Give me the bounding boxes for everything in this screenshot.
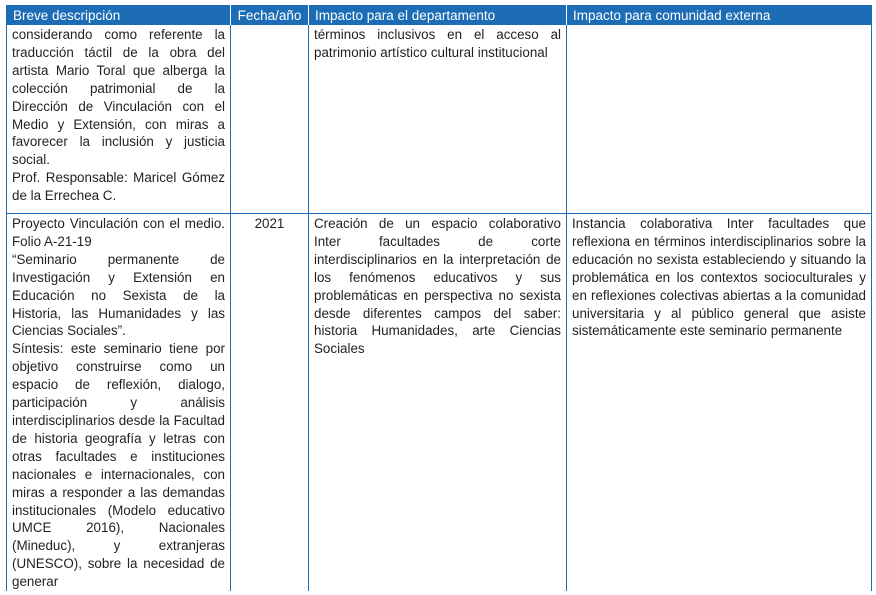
synthesis-text: Síntesis: este seminario tiene por objetivo construirse como un espacio de reflexión, dialogo, participación y análisis interdisciplinarios desde la Facultad de historia geografía y letras con otras facultades e instituciones nacionales e internacionales, con miras a responder a las demandas institucionales (Modelo educativo UMCE 2016), Nacionales (Mineduc), y extranjeras (UNESCO), sobre la necesidad de generar: [12, 341, 225, 590]
header-impacto-departamento: Impacto para el departamento: [309, 5, 567, 25]
impact-department-cell: Creación de un espacio colaborativo Inter facultades de corte interdisciplinarios en la interpretación de los fenómenos educativos y sus problemáticas en perspectiva no sexista desde diferentes campos del saber: historia Humanidades, arte Ciencias Sociales: [309, 214, 567, 592]
project-title-text: Proyecto Vinculación con el medio. Folio A-21-19: [12, 216, 225, 249]
responsible-text: Prof. Responsable: Maricel Gómez de la Errechea C.: [12, 170, 225, 204]
year-cell: [231, 25, 309, 214]
header-breve-descripcion: Breve descripción: [7, 5, 231, 25]
projects-table: [6, 5, 872, 591]
seminar-name-text: “Seminario permanente de Investigación y Extensión en Educación no Sexista de la Historia, las Humanidades y las Ciencias Sociales”.: [12, 251, 225, 339]
impact-department-cell: términos inclusivos en el acceso al patrimonio artístico cultural institucional: [309, 25, 567, 214]
header-fecha-ano: Fecha/año: [231, 5, 309, 25]
description-text: considerando como referente la traducción táctil de la obra del artista Mario Toral que alberga la colección patrimonial de la Dirección de Vinculación con el Medio y Extensión, con miras a favorecer la inclusión y justicia social.: [12, 27, 225, 168]
year-cell: 2021: [231, 214, 309, 592]
table-row: [7, 214, 872, 592]
impact-external-cell: [567, 25, 872, 214]
table-header-row: [7, 5, 872, 25]
impact-external-cell: Instancia colaborativa Inter facultades que reflexiona en términos interdisciplinarios sobre la educación no sexista estableciendo y situando la problemática en los contextos socioculturales y en reflexiones colectivas abiertas a la comunidad universitaria y al público general que asiste sistemáticamente este seminario permanente: [567, 214, 872, 592]
header-impacto-comunidad-externa: Impacto para comunidad externa: [567, 5, 872, 25]
description-cell: [7, 25, 231, 214]
table-row: [7, 25, 872, 214]
description-cell: [7, 214, 231, 592]
